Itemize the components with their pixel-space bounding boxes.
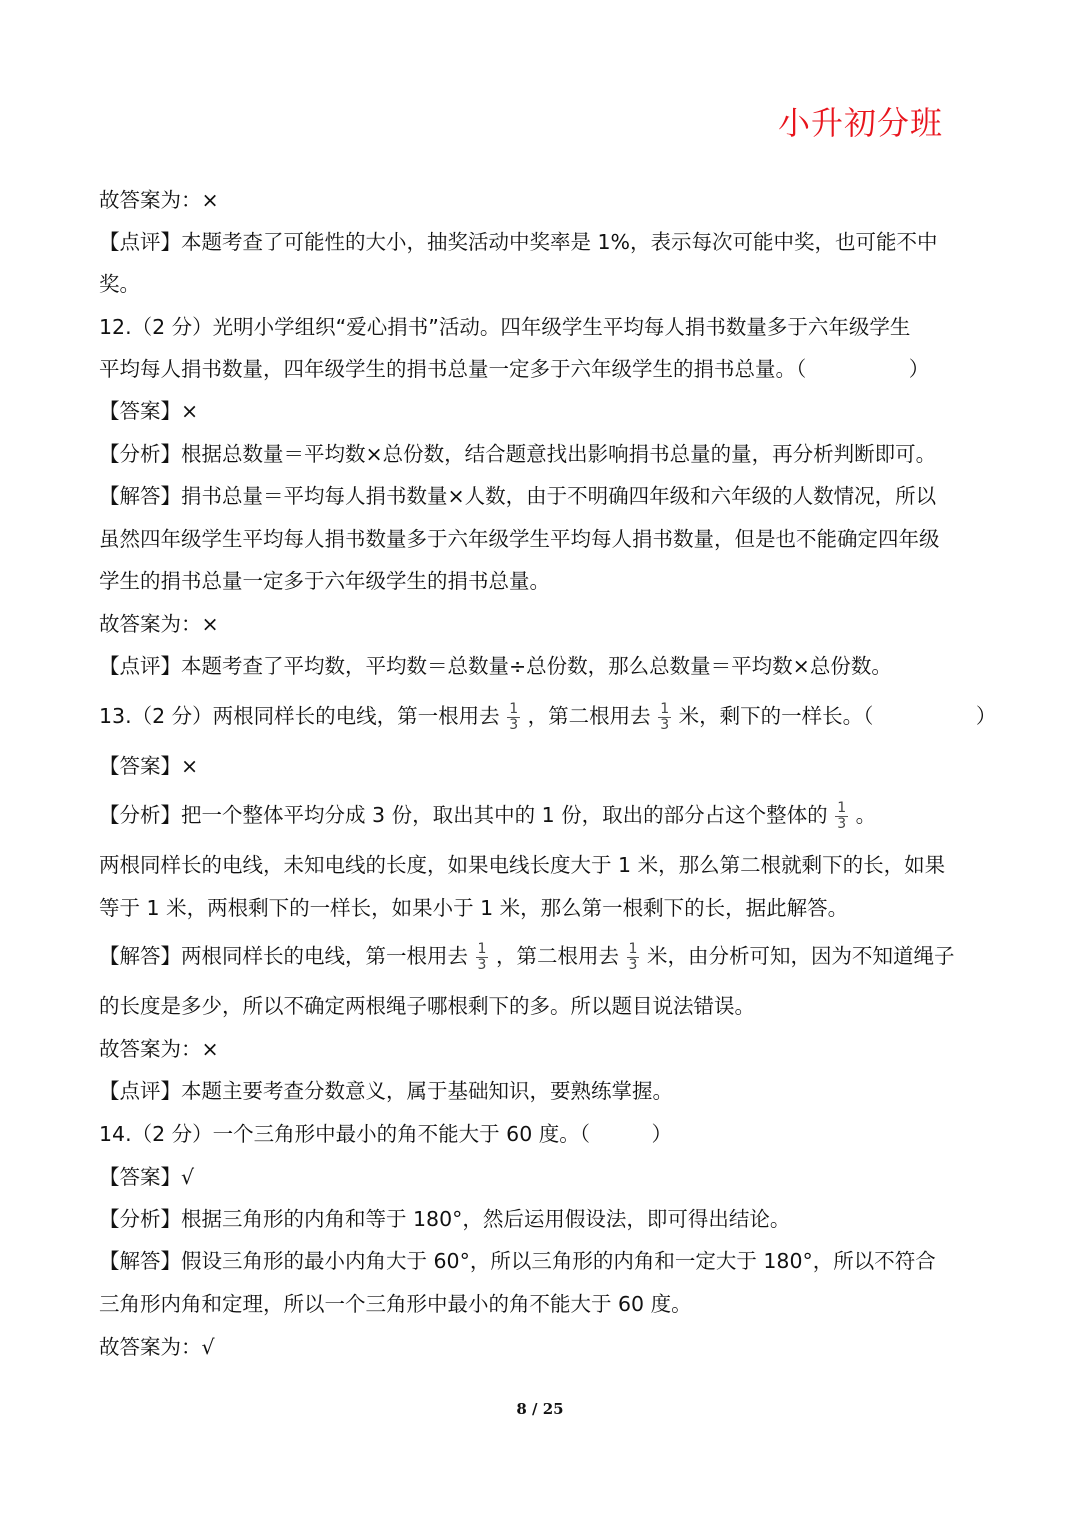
answer-14: 【答案】√ [99,1165,195,1189]
comment-line-cont: 奖。 [99,272,140,296]
comment-12: 【点评】本题考查了平均数，平均数＝总数量÷总份数，那么总数量＝平均数×总份数。 [99,654,892,678]
solution-12-cont2: 学生的捐书总量一定多于六年级学生的捐书总量。 [99,569,550,593]
solution-14: 【解答】假设三角形的最小内角大于 60°，所以三角形的内角和一定大于 180°，所以不符合 [99,1249,936,1273]
final-answer-13: 故答案为：× [99,1037,219,1061]
question-13-part1: 13.（2 分）两根同样长的电线，第一根用去 [99,704,500,728]
question-14: 14.（2 分）一个三角形中最小的角不能大于 60 度。（ ） [99,1122,673,1146]
question-13-part3: 米，剩下的一样长。（ ） [678,704,997,728]
analysis-13-cont: 两根同样长的电线，未知电线的长度，如果电线长度大于 1 米，那么第二根就剩下的长，如果 [99,853,946,877]
fraction-one-third: $\frac{1}{3}$ [509,700,519,733]
question-12-cont: 平均每人捐书数量，四年级学生的捐书总量一定多于六年级学生的捐书总量。（ ） [99,357,930,381]
fraction-one-third: $\frac{1}{3}$ [660,700,670,733]
comment-13: 【点评】本题主要考查分数意义，属于基础知识，要熟练掌握。 [99,1079,673,1103]
solution-13 [99,941,954,973]
final-answer-12: 故答案为：× [99,612,219,636]
analysis-13-part1: 【分析】把一个整体平均分成 3 份，取出其中的 1 份，取出的部分占这个整体的 [99,803,828,827]
brand-header: 小升初分班 [778,104,944,142]
solution-13-part3: 米，由分析可知，因为不知道绳子 [646,944,955,968]
fraction-one-third: $\frac{1}{3}$ [837,799,847,832]
answer-line: 故答案为：× [99,188,219,212]
analysis-14: 【分析】根据三角形的内角和等于 180°，然后运用假设法，即可得出结论。 [99,1207,791,1231]
analysis-12: 【分析】根据总数量＝平均数×总份数，结合题意找出影响捐书总量的量，再分析判断即可。 [99,442,937,466]
solution-13-part1: 【解答】两根同样长的电线，第一根用去 [99,944,468,968]
solution-13-cont: 的长度是多少，所以不确定两根绳子哪根剩下的多。所以题目说法错误。 [99,994,755,1018]
solution-13-part2: ，第二根用去 [495,944,619,968]
fraction-one-third: $\frac{1}{3}$ [628,940,638,973]
analysis-13-cont2: 等于 1 米，两根剩下的一样长，如果小于 1 米，那么第一根剩下的长，据此解答。 [99,896,849,920]
answer-13: 【答案】× [99,754,199,778]
fraction-one-third: $\frac{1}{3}$ [477,940,487,973]
solution-12: 【解答】捐书总量＝平均每人捐书数量×人数，由于不明确四年级和六年级的人数情况，所以 [99,484,937,508]
answer-12: 【答案】× [99,399,199,423]
analysis-13 [99,800,876,832]
question-12: 12.（2 分）光明小学组织“爱心捐书”活动。四年级学生平均每人捐书数量多于六年级学生 [99,315,911,339]
solution-14-cont: 三角形内角和定理，所以一个三角形中最小的角不能大于 60 度。 [99,1292,692,1316]
solution-12-cont: 虽然四年级学生平均每人捐书数量多于六年级学生平均每人捐书数量，但是也不能确定四年级 [99,527,940,551]
question-13 [99,701,996,733]
question-13-part2: ，第二根用去 [527,704,651,728]
comment-line: 【点评】本题考查了可能性的大小，抽奖活动中奖率是 1%，表示每次可能中奖，也可能不中 [99,230,938,254]
final-answer-14: 故答案为：√ [99,1335,215,1359]
analysis-13-part2: 。 [855,803,877,827]
page-number: 8 / 25 [516,1400,564,1418]
